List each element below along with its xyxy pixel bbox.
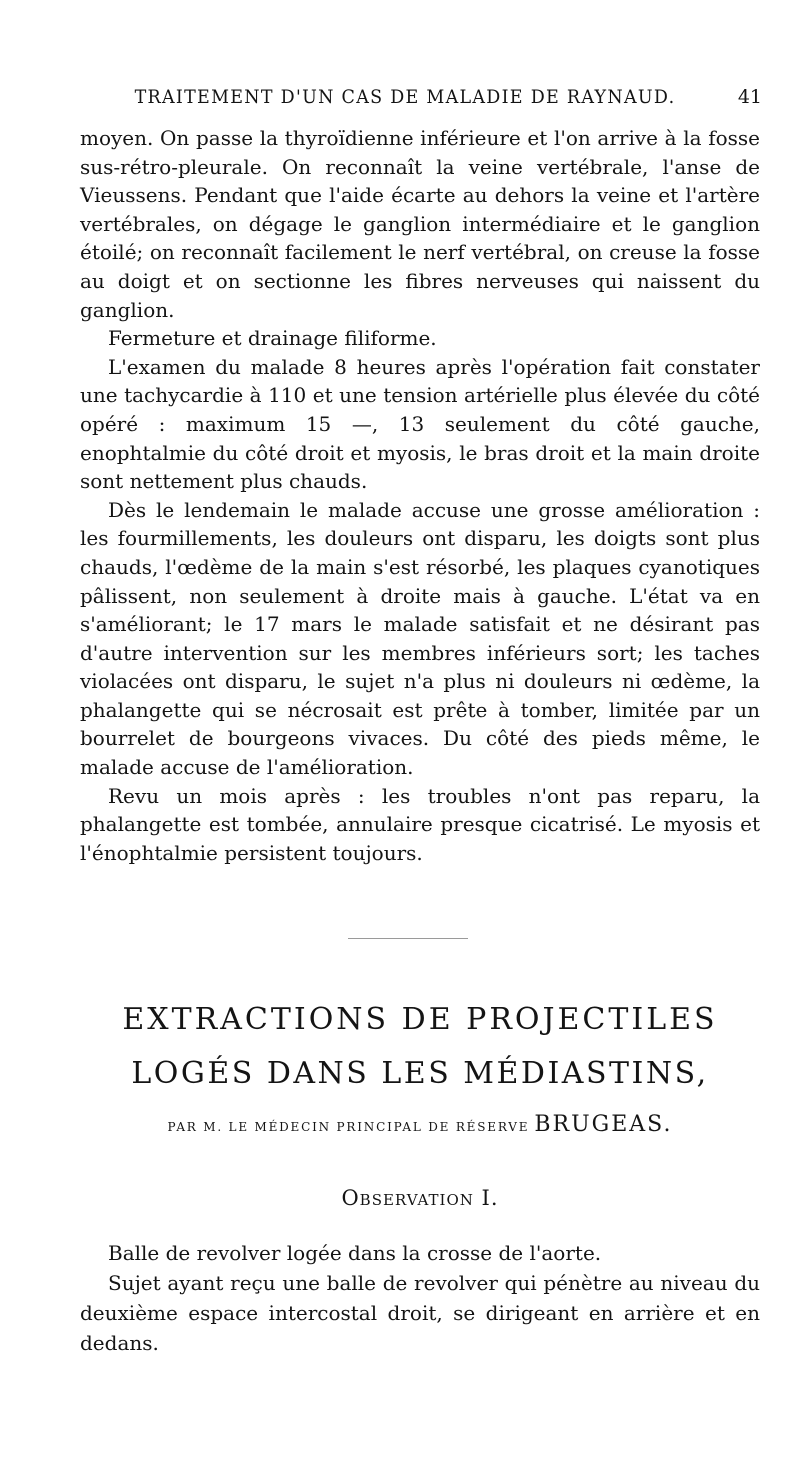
paragraph-improvement: Dès le lendemain le malade accuse une grosse amélioration : les fourmillements, les douleurs ont disparu, les doigts sont plus chauds, l'œdème de la main s'est résorbé, les plaques cyanotiques pâlissent, non seulement à droite mais à gauche. L'état va en s'améliorant; le 17 mars le malade satisfait et ne désirant pas d'autre intervention sur les membres inférieurs sort; les taches violacées ont disparu, le sujet n'a plus ni douleurs ni œdème, la phalangette qui se nécrosait est prête à tomber, limitée par un bourrelet de bourgeons vivaces. Du côté des pieds même, le malade accuse de l'amélioration. xyxy=(80,497,760,780)
page-header xyxy=(90,86,762,116)
observation-heading: Observation I. xyxy=(341,1186,499,1210)
byline-author: BRUGEAS. xyxy=(534,1112,673,1137)
paragraph-continuation: moyen. On passe la thyroïdienne inférieure et l'on arrive à la fosse sus-rétro-pleurale. On reconnaît la veine vertébrale, l'anse de Vieussens. Pendant que l'aide écarte au dehors la veine et l'artère vertébrales, on dégage le ganglion intermédiaire et le ganglion étoilé; on reconnaît facilement le nerf vertébral, on creuse la fosse au doigt et on sectionne les fibres nerveuses qui naissent du ganglion. xyxy=(80,126,760,322)
paragraph-closure: Fermeture et drainage filiforme. xyxy=(108,326,437,351)
byline xyxy=(80,1112,760,1137)
section-separator xyxy=(348,938,468,939)
page-number: 41 xyxy=(737,86,762,108)
paragraph-examination: L'examen du malade 8 heures après l'opération fait constater une tachycardie à 110 et une tension artérielle plus élevée du côté opéré : maximum 15 —, 13 seulement du côté gauche, enophtalmie du côté droit et myosis, le bras droit et la main droite sont nettement plus chauds. xyxy=(80,354,760,494)
article-title-line-1: EXTRACTIONS DE PROJECTILES xyxy=(122,1002,718,1037)
body-text xyxy=(80,124,760,867)
paragraph-follow-up: Revu un mois après : les troubles n'ont pas reparu, la phalangette est tombée, annulaire presque cicatrisé. Le myosis et l'énophtalmie persistent toujours. xyxy=(80,783,760,865)
running-title: TRAITEMENT D'UN CAS DE MALADIE DE RAYNAUD. xyxy=(134,86,676,108)
article-title-line-2: LOGÉS DANS LES MÉDIASTINS, xyxy=(131,1056,709,1091)
observation-paragraph-description: Sujet ayant reçu une balle de revolver qui pénètre au niveau du deuxième espace intercostal droit, se dirigeant en arrière et en dedans. xyxy=(80,1271,760,1355)
observation-text xyxy=(80,1238,760,1358)
observation-paragraph-title: Balle de revolver logée dans la crosse de l'aorte. xyxy=(108,1241,602,1265)
byline-prefix: PAR M. LE MÉDECIN PRINCIPAL DE RÉSERVE xyxy=(167,1120,530,1134)
